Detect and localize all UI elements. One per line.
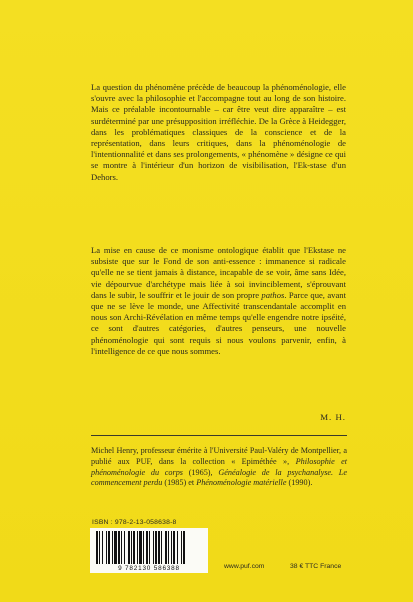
bio-year-1: (1965), [182,467,219,477]
author-bio [91,446,347,489]
barcode-bars [90,528,208,565]
synopsis-text-2-part-b: . Parce que, avant que ne se lève le monde, une Affectivité transcendantale accomplit en nous son Archi-Révélation en même temps qu'elle engendre notre ipséité, ce sont d'autres catégories, d'autres penseurs, une nouvelle phénoménologie qui sont requis si nous voulons parvenir, enfin, à l'intelligence de ce que nous sommes. [91,289,346,356]
bio-work-1: Philosophie et phénoménologie du corps [91,456,347,477]
bio-work-3: Phénoménologie matérielle [196,478,287,488]
synopsis-paragraph-1 [91,82,346,183]
publisher-website: www.puf.com [224,563,265,570]
bio-year-2: (1985) et [162,478,197,488]
author-initials: M. H. [320,412,346,422]
bio-work-2: Généalogie de la psychanalyse. Le commencement perdu [91,467,347,488]
bio-intro: Michel Henry, professeur émérite à l'Université Paul-Valéry de Montpellier, a publié aux PUF, dans la collection « Epiméthée », [91,446,347,466]
synopsis-text-2-part-a: La mise en cause de ce monisme ontologique établit que l'Ekstase ne subsiste que sur le Fond de son anti-essence : immanence si radicale qu'elle ne se tient jamais à distance, incapable de se voir, âme sans Idée, vie dépourvue d'archétype mais liée à soi invinciblement, s'éprouvant dans le subir, le souffrir et le jouir de son propre [91,245,346,300]
synopsis-text-2 [91,245,346,357]
synopsis-text-2-italic: pathos [261,289,285,300]
divider-line [91,435,347,436]
synopsis-text-1: La question du phénomène précède de beaucoup la phénoménologie, elle s'ouvre avec la philosophie et l'accompagne tout au long de son histoire. Mais ce préalable incontournable – car être veut dire apparaître – est surdéterminé par une présupposition irréfléchie. De la Grèce à Heidegger, dans les problématiques classiques de la conscience et de la représentation, dans leurs critiques, dans la phénoménologie de l'intentionnalité et dans ses prolongements, « phénomène » désigne ce qui se montre à l'intérieur d'un horizon de visibilisation, l'Ek-stase d'un Dehors. [91,82,346,182]
isbn-label: ISBN : 978-2-13-058638-8 [92,519,177,526]
barcode [90,528,208,573]
author-bio-text [91,446,347,489]
price-label: 38 € TTC France [290,563,342,570]
synopsis-paragraph-2 [91,245,346,357]
barcode-digits: 9 782130 586388 [90,565,208,573]
bio-year-3: (1990). [286,478,313,488]
